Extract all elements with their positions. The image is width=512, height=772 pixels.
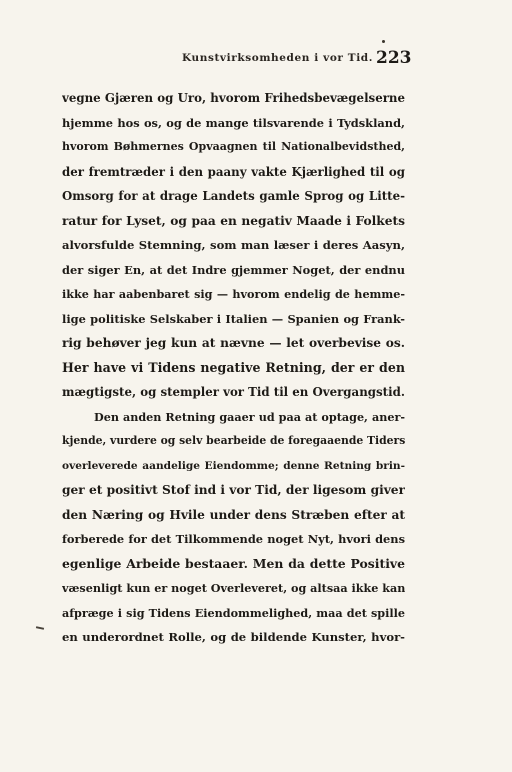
text-line: Den anden Retning gaaer ud paa at optage, aner-: [94, 409, 405, 424]
text-line: lige politiske Selskaber i Italien — Spanien og Frank-: [62, 311, 405, 326]
text-line: en underordnet Rolle, og de bildende Kunster, hvor-: [62, 630, 405, 644]
text-line: alvorsfulde Stemning, som man læser i deres Aasyn,: [62, 238, 405, 252]
text-line: Her have vi Tidens negative Retning, der er den: [62, 359, 405, 375]
paragraph-1: [62, 86, 405, 405]
text-line: hjemme hos os, og de mange tilsvarende i Tydskland,: [62, 115, 405, 130]
text-line: kjende, vurdere og selv bearbeide de foregaaende Tiders: [62, 434, 405, 447]
text-line: overleverede aandelige Eiendomme; denne Retning brin-: [62, 459, 405, 472]
text-line: egenlige Arbeide bestaaer. Men da dette Positive: [62, 555, 405, 571]
ink-speck: [382, 40, 385, 43]
text-line: der fremtræder i den paany vakte Kjærlighed til og: [62, 164, 405, 179]
text-line: afpræge i sig Tidens Eiendommelighed, maa det spille: [62, 605, 405, 620]
text-line: ratur for Lyset, og paa en negativ Maade i Folkets: [62, 213, 405, 228]
paragraph-2: [62, 405, 405, 650]
body-text: [62, 86, 405, 650]
text-line: rig behøver jeg kun at nævne — let overbevise os.: [62, 336, 405, 350]
margin-mark: [36, 626, 44, 630]
running-head: Kunstvirksomheden i vor Tid.: [182, 52, 374, 64]
page-number: 223: [376, 48, 412, 68]
text-line: mægtigste, og stempler vor Tid til en Overgangstid.: [62, 385, 405, 399]
text-line: ger et positivt Stof ind i vor Tid, der ligesom giver: [62, 483, 405, 497]
text-line: Omsorg for at drage Landets gamle Sprog og Litte-: [62, 189, 405, 203]
text-line: den Næring og Hvile under dens Stræben efter at: [62, 507, 405, 522]
text-line: der siger En, at det Indre gjemmer Noget, der endnu: [62, 262, 405, 277]
text-line: ikke har aabenbaret sig — hvorom endelig de hemme-: [62, 287, 405, 301]
text-line: vegne Gjæren og Uro, hvorom Frihedsbevægelserne: [62, 91, 405, 105]
text-line: væsenligt kun er noget Overleveret, og altsaa ikke kan: [62, 581, 405, 595]
text-line: hvorom Bøhmernes Opvaagnen til Nationalbevidsthed,: [62, 140, 405, 153]
text-line: forberede for det Tilkommende noget Nyt, hvori dens: [62, 532, 405, 546]
